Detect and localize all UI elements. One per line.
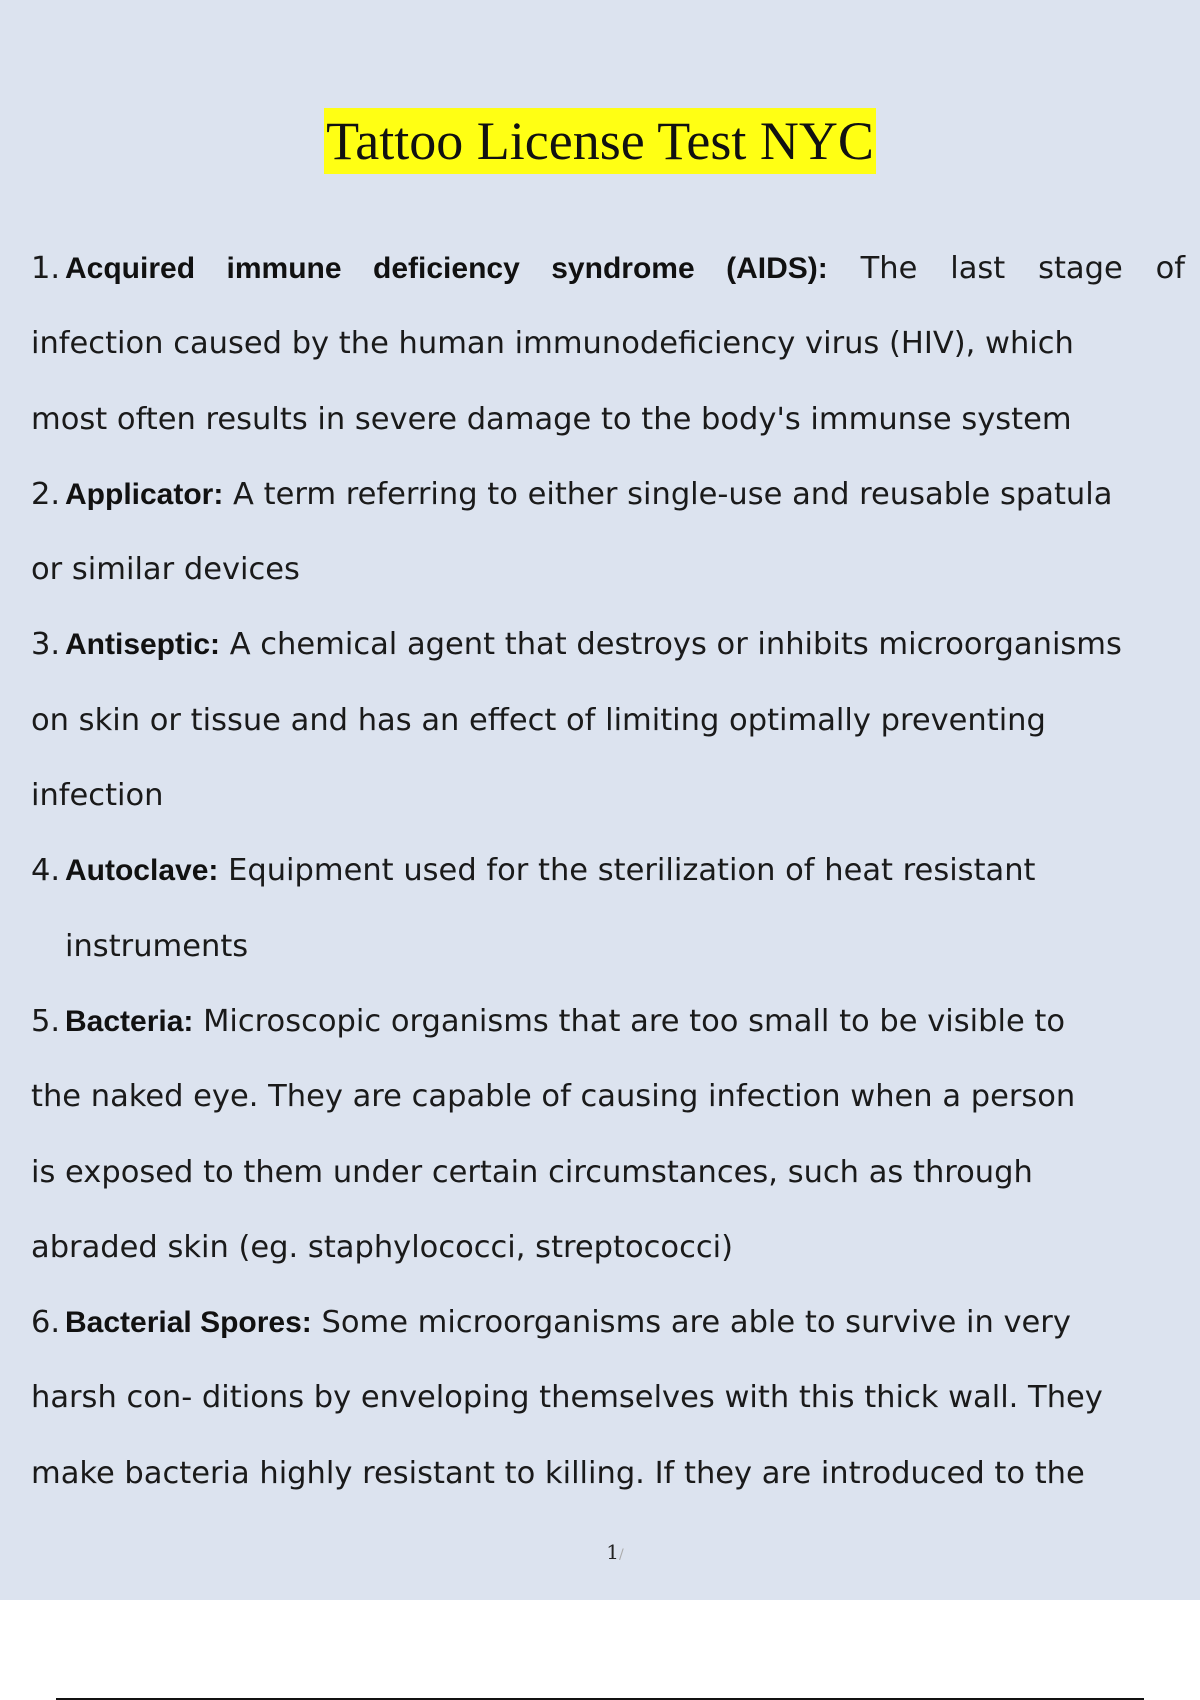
list-item [31, 984, 1185, 1285]
list-item-number: 3. [31, 627, 61, 663]
list-item [31, 1285, 1185, 1511]
list-item-number: 5. [31, 1003, 61, 1039]
title-container [0, 108, 1200, 174]
list-item-number: 1. [31, 251, 61, 286]
list-item-number: 2. [31, 476, 61, 512]
list-item-term: Applicator: [65, 477, 224, 511]
list-item [31, 457, 1185, 608]
list-item-text: on skin or tissue and has an effect of limiting optimally preventing [31, 702, 1046, 738]
list-item-text: Microscopic organisms that are too small to be visible to [203, 1003, 1066, 1039]
list-item-text: infection [31, 778, 164, 814]
list-item-number: 4. [31, 853, 61, 889]
list-item-text: A term referring to either single-use and reusable spatula [233, 476, 1113, 512]
list-item [31, 607, 1185, 833]
list-item-line [65, 607, 1185, 682]
list-item-term: Autoclave: [65, 854, 219, 888]
list-item-text: the naked eye. They are capable of causing infection when a person [31, 1079, 1076, 1115]
list-item-text: abraded skin (eg. staphylococci, streptococci) [31, 1229, 733, 1265]
list-item-line [65, 231, 1185, 306]
definition-list [31, 231, 1185, 1511]
list-item-text: The last stage of [860, 251, 1186, 286]
list-item-text: make bacteria highly resistant to killing. If they are introduced to the [31, 1455, 1085, 1491]
page-number [0, 1540, 1200, 1564]
list-item-term: Acquired immune deficiency syndrome (AIDS): [65, 252, 828, 285]
list-item [31, 833, 1185, 984]
list-item-term: Antiseptic: [65, 628, 221, 662]
list-item-text: most often results in severe damage to the body's immunse system [31, 401, 1072, 437]
list-item-number: 6. [31, 1305, 61, 1341]
list-item-term: Bacterial Spores: [65, 1306, 312, 1340]
list-item-text: harsh con- ditions by enveloping themselves with this thick wall. They [31, 1380, 1103, 1416]
list-item-line [65, 833, 1185, 908]
list-item-text: instruments [65, 928, 249, 964]
list-item-line [65, 457, 1185, 532]
page-number-value: 1 [606, 1540, 619, 1564]
list-item-text: Some microorganisms are able to survive in very [321, 1305, 1071, 1341]
list-item-text: is exposed to them under certain circumstances, such as through [31, 1154, 1033, 1190]
page-number-separator: / [619, 1547, 624, 1563]
list-item-text: Equipment used for the sterilization of heat resistant [228, 853, 1036, 889]
list-item-term: Bacteria: [65, 1004, 194, 1038]
list-item-text: or similar devices [31, 552, 300, 588]
list-item-line [65, 984, 1185, 1059]
list-item-text: A chemical agent that destroys or inhibits microorganisms [229, 627, 1122, 663]
page-title: Tattoo License Test NYC [324, 108, 876, 174]
list-item-line [65, 1285, 1185, 1360]
list-item-text: infection caused by the human immunodeficiency virus (HIV), which [31, 326, 1074, 362]
list-item [31, 231, 1185, 457]
